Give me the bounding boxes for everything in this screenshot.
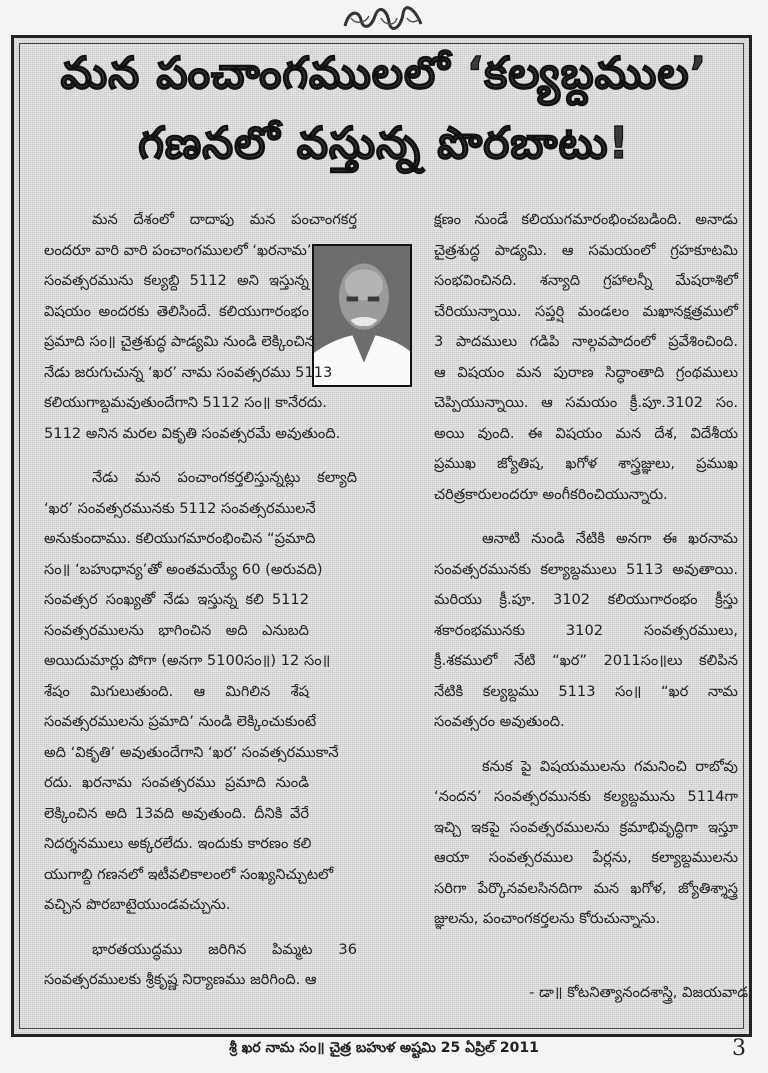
text-line: సంభవించినది. శన్యాది గ్రహాలన్నీ మేషరాశిలో — [434, 272, 738, 289]
text-line: శేషం మిగులుతుంది. ఆ మిగిలిన శేష — [44, 682, 309, 700]
text-line: మన దేశంలో దాదాపు మన పంచాంగకర్త — [92, 211, 357, 228]
text-line: సంవత్సరములను ప్రమాది’ నుండి లెక్కించుకుంటే — [44, 713, 317, 730]
text-line: నేటికి కల్యబ్దము 5113 సం॥ “ఖర నామ — [434, 682, 738, 700]
text-line: అయి వుంది. ఈ విషయం మన దేశ, విదేశీయ — [434, 424, 738, 442]
text-line: కనుక పై విషయములను గమనించి రాబోవు — [482, 757, 738, 775]
text-line: సంవత్సరమునకు కల్యాబ్దములు 5113 అవుతాయి. — [434, 560, 738, 578]
text-line: ‘ఖర’ సంవత్సరమునకు 5112 సంవత్సరములనే — [44, 499, 316, 517]
text-line: క్రీ.శకములో నేటి “ఖర” 2011సం॥లు కలిపిన — [434, 652, 738, 669]
text-line: అది ‘వికృతి’ అవుతుందేగాని ‘ఖర’ సంవత్సరముకానే — [44, 743, 339, 761]
page-number: 3 — [732, 1036, 746, 1061]
text-line: లెక్కించిన అది 13వది అవుతుంది. దీనికి వేరే — [44, 804, 309, 822]
masthead-logo — [334, 4, 434, 34]
text-line: జ్ఞులను, పంచాంగకర్తలను కోరుచున్నాను. — [434, 910, 661, 927]
text-line: శకారంభమునకు 3102 సంవత్సరములు, — [434, 621, 738, 639]
article-title-line-1: మన పంచాంగములలో ‘కల్యబ్దముల’ — [60, 48, 708, 99]
text-line: వచ్చిన పొరబాటైయుండవచ్చును. — [44, 896, 231, 913]
text-line: చెప్పియున్నాయి. ఆ సమయం క్రీ.పూ.3102 సం. — [434, 394, 738, 411]
text-line: చేరియున్నాయి. సప్తర్షి మండలం మఖానక్షత్రములో — [434, 302, 738, 320]
text-line: సంవత్సరమును కల్యబ్ది 5112 అని ఇస్తున్న — [44, 272, 309, 289]
text-line: నేడు జరుగుచున్న ‘ఖర’ నామ సంవత్సరము 5113 — [44, 363, 333, 381]
text-line: క్షణం నుండే కలియుగమారంభించబడింది. అనాడు — [434, 211, 738, 228]
text-line: అయిదుమార్లు పోగా (అనగా 5100సం॥) 12 సం॥ — [44, 652, 331, 669]
text-line: ఇచ్చి ఇకపై సంవత్సరములను క్రమాభివృద్ధిగా ఇస్తూ — [434, 818, 738, 836]
text-line: విషయం అందరకు తెలిసిందే. కలియుగారంభం — [44, 302, 309, 320]
text-line: ఆ విషయం మన పురాణ సిద్ధాంతాది గ్రంథములు — [434, 363, 738, 381]
left-paragraph-2 — [44, 463, 389, 921]
right-column — [434, 205, 738, 935]
text-line: చరిత్రకారులందరూ అంగీకరించియున్నారు. — [434, 485, 668, 503]
text-line: సరిగా పేర్కొనవలసినదిగా మన ఖగోళ, జ్యోతిశ్శాస్త్ర — [434, 879, 738, 897]
text-line: కలియుగాబ్దమవుతుందేగాని 5112 సం॥ కానేరదు. — [44, 394, 327, 411]
text-line: ప్రమాది సం॥ చైత్రశుద్ధ పాడ్యమి నుండి లెక్కించిన — [44, 333, 315, 350]
text-line: ‘నందన’ సంవత్సరమునకు కల్యబ్దమును 5114గా — [434, 788, 738, 805]
logo-icon — [341, 6, 427, 32]
text-line: యుగాబ్ది గణనలో ఇటీవలికాలంలో సంఖ్యనిచ్చుటలో — [44, 865, 334, 883]
left-paragraph-1 — [44, 205, 389, 449]
right-paragraph-3 — [434, 752, 738, 935]
footer-date-line: శ్రీ ఖర నామ సం॥ చైత్ర బహుళ అష్టమి 25 ఏప్రిల్ 2011 — [229, 1040, 539, 1056]
text-line: అనుకుందాము. కలియుగమారంభించిన “ప్రమాది — [44, 530, 316, 547]
author-signature: - డా॥ కోటనిత్యానందశాస్త్రి, విజయవాడ — [529, 984, 748, 1001]
text-line: 5112 అనిన మరల వికృతి సంవత్సరమే అవుతుంది. — [44, 424, 341, 442]
text-line: ఆనాటి నుండి నేటికి అనగా ఈ ఖరనామ — [482, 530, 738, 547]
text-line: సం॥ ‘బహుధాన్య’తో అంతమయ్యే 60 (అరువది) — [44, 560, 323, 578]
text-line: రదు. ఖరనామ సంవత్సరము ప్రమాది నుండి — [44, 774, 309, 791]
text-line: భారతయుద్ధము జరిగిన పిమ్మట 36 — [92, 940, 357, 958]
right-paragraph-2 — [434, 524, 738, 738]
left-paragraph-3 — [44, 935, 389, 996]
left-column — [44, 205, 389, 996]
text-line: మరియు క్రీ.పూ. 3102 కలియుగారంభం క్రీస్తు — [434, 591, 738, 608]
article-title-line-2: గణనలో వస్తున్న పొరబాటు! — [138, 118, 630, 169]
text-line: సంవత్సర సంఖ్యతో నేడు ఇస్తున్న కలి 5112 — [44, 591, 309, 608]
text-line: సంవత్సరములకు శ్రీకృష్ణ నిర్యాణము జరిగింది. ఆ — [44, 971, 317, 988]
text-line: నిదర్శనములు అక్కరలేదు. ఇందుకు కారణం కలి — [44, 835, 312, 852]
text-line: 3 పాదములు గడిపి నాల్గవపాదంలో ప్రవేశించింది. — [434, 333, 738, 350]
text-line: ఆయా సంవత్సరముల పేర్లను, కల్యాబ్దములను — [434, 849, 738, 866]
text-line: సంవత్సరములను భాగించిన అది ఎనుబది — [44, 621, 309, 639]
text-line: లందరూ వారి వారి పంచాంగములలో ‘ఖరనామ’ — [44, 241, 312, 259]
right-paragraph-1 — [434, 205, 738, 510]
text-line: చైత్రశుద్ధ పాడ్యమి. ఆ సమయంలో గ్రహకూటమి — [434, 241, 738, 259]
text-line: నేడు మన పంచాంగకర్తలిస్తున్నట్లు కల్యాది — [92, 469, 357, 486]
text-line: సంవత్సరం అవుతుంది. — [434, 713, 565, 730]
text-line: ప్రముఖ జ్యోతిష, ఖగోళ శాస్త్రజ్ఞులు, ప్రముఖ — [434, 455, 738, 472]
